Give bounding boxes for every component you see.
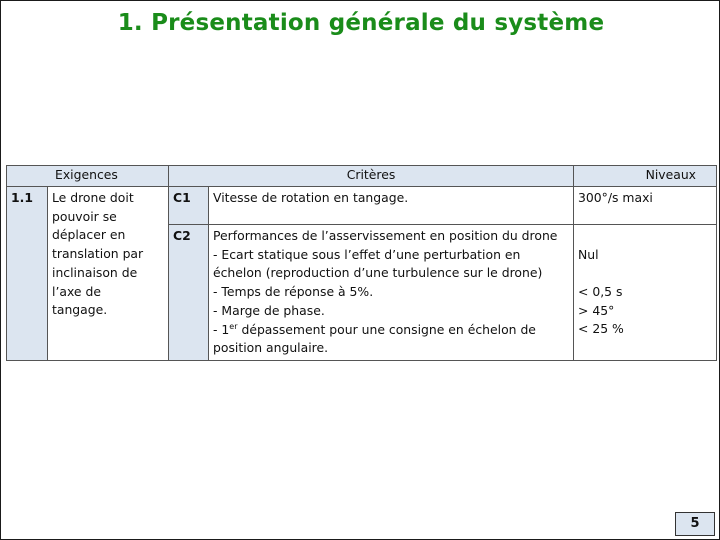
requirement-text xyxy=(48,187,169,361)
criterion-line xyxy=(213,321,569,340)
level-value: 300°/s maxi xyxy=(578,190,653,205)
slide-title: 1. Présentation générale du système xyxy=(117,10,605,36)
criterion-line: Performances de l’asservissement en position du drone xyxy=(213,228,558,243)
header-criteres: Critères xyxy=(169,166,574,187)
level-value: < 25 % xyxy=(578,321,624,337)
requirement-line: déplacer en xyxy=(52,227,126,243)
criterion-line: - Marge de phase. xyxy=(213,302,325,318)
criterion-text-c2 xyxy=(209,225,574,361)
header-niveaux: Niveaux xyxy=(574,166,717,187)
criterion-line-prefix: - 1 xyxy=(213,321,230,337)
criterion-code-c1: C1 xyxy=(169,187,209,225)
table-header-row xyxy=(7,166,717,187)
ordinal-superscript: er xyxy=(229,321,238,331)
criterion-line: - Ecart statique sous l’effet d’une perturbation en xyxy=(213,246,521,262)
level-value: > 45° xyxy=(578,302,615,318)
criterion-line: Vitesse de rotation en tangage. xyxy=(213,190,409,205)
level-c2 xyxy=(574,225,717,361)
criterion-line: - Temps de réponse à 5%. xyxy=(213,284,374,300)
criterion-line: position angulaire. xyxy=(213,340,329,356)
requirements-table xyxy=(6,165,717,361)
requirement-line: translation par xyxy=(52,246,144,262)
requirement-line: tangage. xyxy=(52,302,108,318)
level-value: Nul xyxy=(578,246,599,262)
requirement-line: inclinaison de xyxy=(52,264,138,280)
header-exigences: Exigences xyxy=(7,166,169,187)
requirement-line: l’axe de xyxy=(52,283,101,299)
table-row-c1 xyxy=(7,187,717,225)
criterion-text-c1 xyxy=(209,187,574,225)
criterion-line: échelon (reproduction d’une turbulence sur le drone) xyxy=(213,265,543,281)
criterion-code-c2: C2 xyxy=(169,225,209,361)
requirement-line: Le drone doit xyxy=(52,190,134,205)
requirement-line: pouvoir se xyxy=(52,208,117,224)
page-number: 5 xyxy=(675,512,715,536)
level-c1 xyxy=(574,187,717,225)
level-value: < 0,5 s xyxy=(578,284,623,300)
criterion-line-rest: dépassement pour une consigne en échelon de xyxy=(237,321,536,337)
requirement-number: 1.1 xyxy=(7,187,48,361)
